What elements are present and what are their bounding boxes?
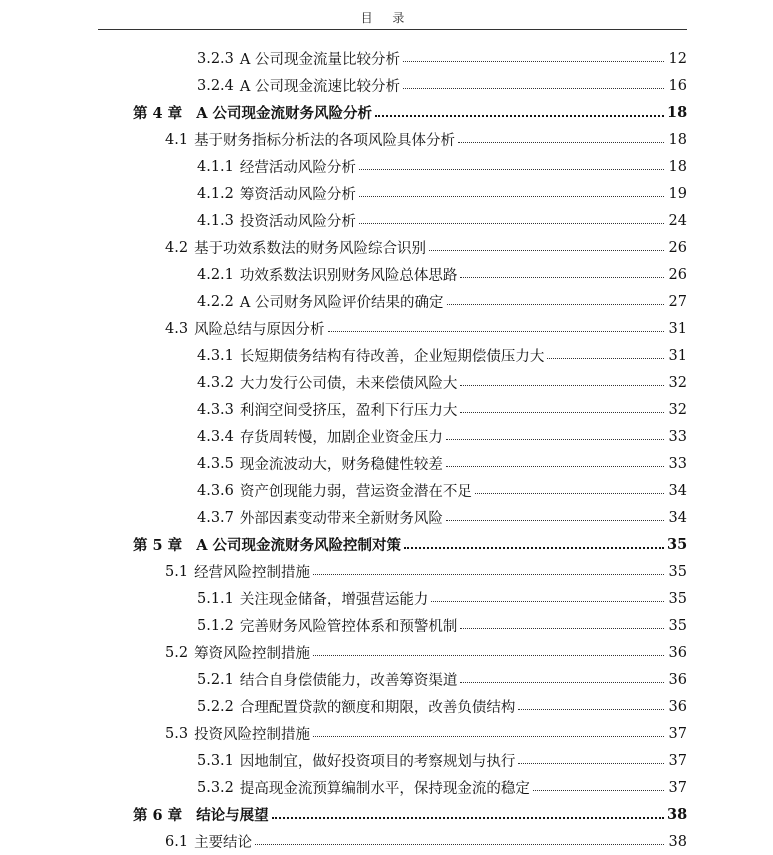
toc-page-number: 37: [668, 752, 687, 769]
toc-entry-title: 主要结论: [194, 835, 253, 851]
toc-subsection-entry[interactable]: [0, 666, 773, 693]
toc-entry-title: 大力发行公司债，未来偿债风险大: [239, 376, 458, 392]
toc-entry-number: 4.1.3: [197, 212, 234, 229]
toc-entry-title: 投资风险控制措施: [194, 727, 311, 743]
toc-section-entry[interactable]: [0, 558, 773, 585]
toc-page-number: 27: [668, 293, 687, 310]
toc-entry-title: A 公司现金流财务风险分析: [196, 105, 372, 122]
toc-dot-leader: [313, 736, 664, 737]
toc-subsection-entry[interactable]: [0, 45, 773, 72]
toc-section-entry[interactable]: [0, 720, 773, 747]
toc-page-number: 36: [668, 644, 687, 661]
toc-entry-title: 风险总结与原因分析: [194, 322, 325, 338]
toc-entry-number: 5.3.1: [197, 752, 234, 769]
toc-entry-title: 关注现金储备，增强营运能力: [239, 592, 429, 608]
page-header-title: 目 录: [360, 11, 413, 25]
toc-dot-leader: [446, 439, 664, 440]
toc-entry-number: 3.2.4: [197, 77, 234, 94]
toc-entry-number: 5.2: [165, 644, 189, 661]
toc-page-number: 34: [668, 509, 687, 526]
toc-entry-number: 4.3.2: [197, 374, 234, 391]
toc-entry-title: 筹资活动风险分析: [239, 187, 356, 203]
toc-subsection-entry[interactable]: [0, 450, 773, 477]
toc-dot-leader: [547, 358, 664, 359]
toc-page-number: 19: [668, 185, 687, 202]
toc-entry-number: 5.1.2: [197, 617, 234, 634]
toc-entry-number: 4.3: [165, 320, 189, 337]
toc-subsection-entry[interactable]: [0, 612, 773, 639]
toc-dot-leader: [255, 844, 664, 845]
toc-entry-title: 完善财务风险管控体系和预警机制: [239, 619, 458, 635]
toc-dot-leader: [460, 412, 664, 413]
toc-subsection-entry[interactable]: [0, 153, 773, 180]
toc-dot-leader: [328, 331, 664, 332]
toc-section-entry[interactable]: [0, 639, 773, 666]
toc-entry-title: A 公司财务风险评价结果的确定: [239, 295, 444, 311]
toc-page-number: 26: [668, 239, 687, 256]
toc-entry-title: 经营风险控制措施: [194, 565, 311, 581]
toc-subsection-entry[interactable]: [0, 180, 773, 207]
toc-dot-leader: [460, 628, 664, 629]
toc-dot-leader: [447, 304, 665, 305]
toc-page-number: 32: [668, 401, 687, 418]
toc-dot-leader: [404, 547, 664, 549]
toc-subsection-entry[interactable]: [0, 261, 773, 288]
toc-entry-number: 4.2.2: [197, 293, 234, 310]
toc-dot-leader: [375, 115, 664, 117]
toc-page-number: 34: [668, 482, 687, 499]
toc-entry-title: 长短期债务结构有待改善，企业短期偿债压力大: [239, 349, 545, 365]
toc-entry-title: 外部因素变动带来全新财务风险: [239, 511, 443, 527]
toc-entry-number: 5.3.2: [197, 779, 234, 796]
toc-entry-number: 5.1.1: [197, 590, 234, 607]
toc-dot-leader: [460, 682, 664, 683]
toc-page-number: 33: [668, 428, 687, 445]
toc-entry-title: 筹资风险控制措施: [194, 646, 311, 662]
toc-subsection-entry[interactable]: [0, 693, 773, 720]
toc-section-entry[interactable]: [0, 315, 773, 342]
toc-entry-title: 资产创现能力弱，营运资金潜在不足: [239, 484, 472, 500]
toc-entry-number: 3.2.3: [197, 50, 234, 67]
toc-dot-leader: [359, 169, 664, 170]
toc-page-number: 16: [668, 77, 687, 94]
toc-subsection-entry[interactable]: [0, 774, 773, 801]
toc-subsection-entry[interactable]: [0, 288, 773, 315]
toc-dot-leader: [446, 466, 664, 467]
toc-subsection-entry[interactable]: [0, 207, 773, 234]
toc-entry-number: 5.2.2: [197, 698, 234, 715]
toc-page-number: 37: [668, 725, 687, 742]
toc-page-number: 35: [667, 536, 688, 553]
toc-page-number: 18: [668, 158, 687, 175]
toc-entry-number: 4.3.5: [197, 455, 234, 472]
toc-entry-title: A 公司现金流财务风险控制对策: [196, 537, 401, 554]
toc-entry-number: 第 4 章: [133, 105, 183, 122]
toc-subsection-entry[interactable]: [0, 342, 773, 369]
toc-page-number: 35: [668, 563, 687, 580]
toc-page-number: 38: [667, 806, 688, 823]
toc-entry-number: 第 6 章: [133, 807, 183, 824]
toc-entry-title: 基于功效系数法的财务风险综合识别: [194, 241, 427, 257]
toc-entry-title: 功效系数法识别财务风险总体思路: [239, 268, 458, 284]
toc-entry-number: 4.1.2: [197, 185, 234, 202]
toc-page-number: 35: [668, 617, 687, 634]
toc-entry-number: 5.2.1: [197, 671, 234, 688]
toc-chapter-entry[interactable]: [0, 99, 773, 126]
toc-entry-title: 投资活动风险分析: [239, 214, 356, 230]
toc-entry-title: A 公司现金流速比较分析: [239, 79, 400, 95]
toc-dot-leader: [460, 385, 664, 386]
toc-entry-number: 4.1.1: [197, 158, 234, 175]
toc-page-number: 26: [668, 266, 687, 283]
toc-dot-leader: [518, 763, 664, 764]
toc-entry-number: 4.2: [165, 239, 189, 256]
toc-entry-title: 合理配置贷款的额度和期限，改善负债结构: [239, 700, 516, 716]
toc-dot-leader: [359, 223, 664, 224]
toc-entry-number: 4.3.3: [197, 401, 234, 418]
toc-entry-number: 第 5 章: [133, 537, 183, 554]
toc-dot-leader: [313, 655, 664, 656]
toc-entry-number: 5.1: [165, 563, 189, 580]
toc-subsection-entry[interactable]: [0, 72, 773, 99]
toc-page-number: 24: [668, 212, 687, 229]
toc-subsection-entry[interactable]: [0, 585, 773, 612]
toc-page-number: 33: [668, 455, 687, 472]
toc-section-entry[interactable]: [0, 126, 773, 153]
toc-chapter-entry[interactable]: [0, 801, 773, 828]
toc-page-number: 36: [668, 671, 687, 688]
toc-subsection-entry[interactable]: [0, 369, 773, 396]
toc-dot-leader: [272, 817, 664, 819]
toc-dot-leader: [533, 790, 664, 791]
toc-page-number: 36: [668, 698, 687, 715]
toc-entry-title: 经营活动风险分析: [239, 160, 356, 176]
toc-entry-title: 提高现金流预算编制水平，保持现金流的稳定: [239, 781, 530, 797]
toc-page-number: 31: [668, 347, 687, 364]
toc-entry-number: 4.2.1: [197, 266, 234, 283]
toc-dot-leader: [431, 601, 664, 602]
toc-subsection-entry[interactable]: [0, 504, 773, 531]
toc-dot-leader: [518, 709, 664, 710]
toc-entry-number: 4.3.6: [197, 482, 234, 499]
toc-entry-title: 利润空间受挤压，盈利下行压力大: [239, 403, 458, 419]
toc-page-number: 32: [668, 374, 687, 391]
toc-entry-title: 基于财务指标分析法的各项风险具体分析: [194, 133, 456, 149]
toc-dot-leader: [446, 520, 664, 521]
toc-page-number: 18: [667, 104, 688, 121]
toc-dot-leader: [458, 142, 664, 143]
toc-entry-number: 4.3.1: [197, 347, 234, 364]
toc-dot-leader: [359, 196, 664, 197]
toc-entry-title: 因地制宜，做好投资项目的考察规划与执行: [239, 754, 516, 770]
header-rule: [98, 29, 687, 30]
toc-page-number: 12: [668, 50, 687, 67]
toc-entry-title: 现金流波动大，财务稳健性较差: [239, 457, 443, 473]
toc-subsection-entry[interactable]: [0, 477, 773, 504]
toc-page-number: 37: [668, 779, 687, 796]
toc-entry-number: 4.3.4: [197, 428, 234, 445]
toc-page-number: 31: [668, 320, 687, 337]
toc-page-number: 18: [668, 131, 687, 148]
toc-dot-leader: [403, 88, 664, 89]
toc-entry-number: 5.3: [165, 725, 189, 742]
toc-dot-leader: [460, 277, 664, 278]
toc-entry-number: 6.1: [165, 833, 189, 850]
toc-chapter-entry[interactable]: [0, 531, 773, 558]
toc-entry-title: 结论与展望: [196, 807, 269, 824]
toc-dot-leader: [475, 493, 664, 494]
toc-entry-number: 4.1: [165, 131, 189, 148]
toc-dot-leader: [429, 250, 664, 251]
table-of-contents: [0, 45, 773, 855]
toc-page-number: 35: [668, 590, 687, 607]
toc-dot-leader: [403, 61, 664, 62]
toc-entry-title: 存货周转慢，加剧企业资金压力: [239, 430, 443, 446]
toc-page-number: 38: [668, 833, 687, 850]
toc-entry-title: A 公司现金流量比较分析: [239, 52, 400, 68]
toc-section-entry[interactable]: [0, 828, 773, 855]
toc-entry-number: 4.3.7: [197, 509, 234, 526]
toc-dot-leader: [313, 574, 664, 575]
toc-section-entry[interactable]: [0, 234, 773, 261]
toc-subsection-entry[interactable]: [0, 423, 773, 450]
toc-subsection-entry[interactable]: [0, 396, 773, 423]
toc-subsection-entry[interactable]: [0, 747, 773, 774]
toc-entry-title: 结合自身偿债能力，改善筹资渠道: [239, 673, 458, 689]
